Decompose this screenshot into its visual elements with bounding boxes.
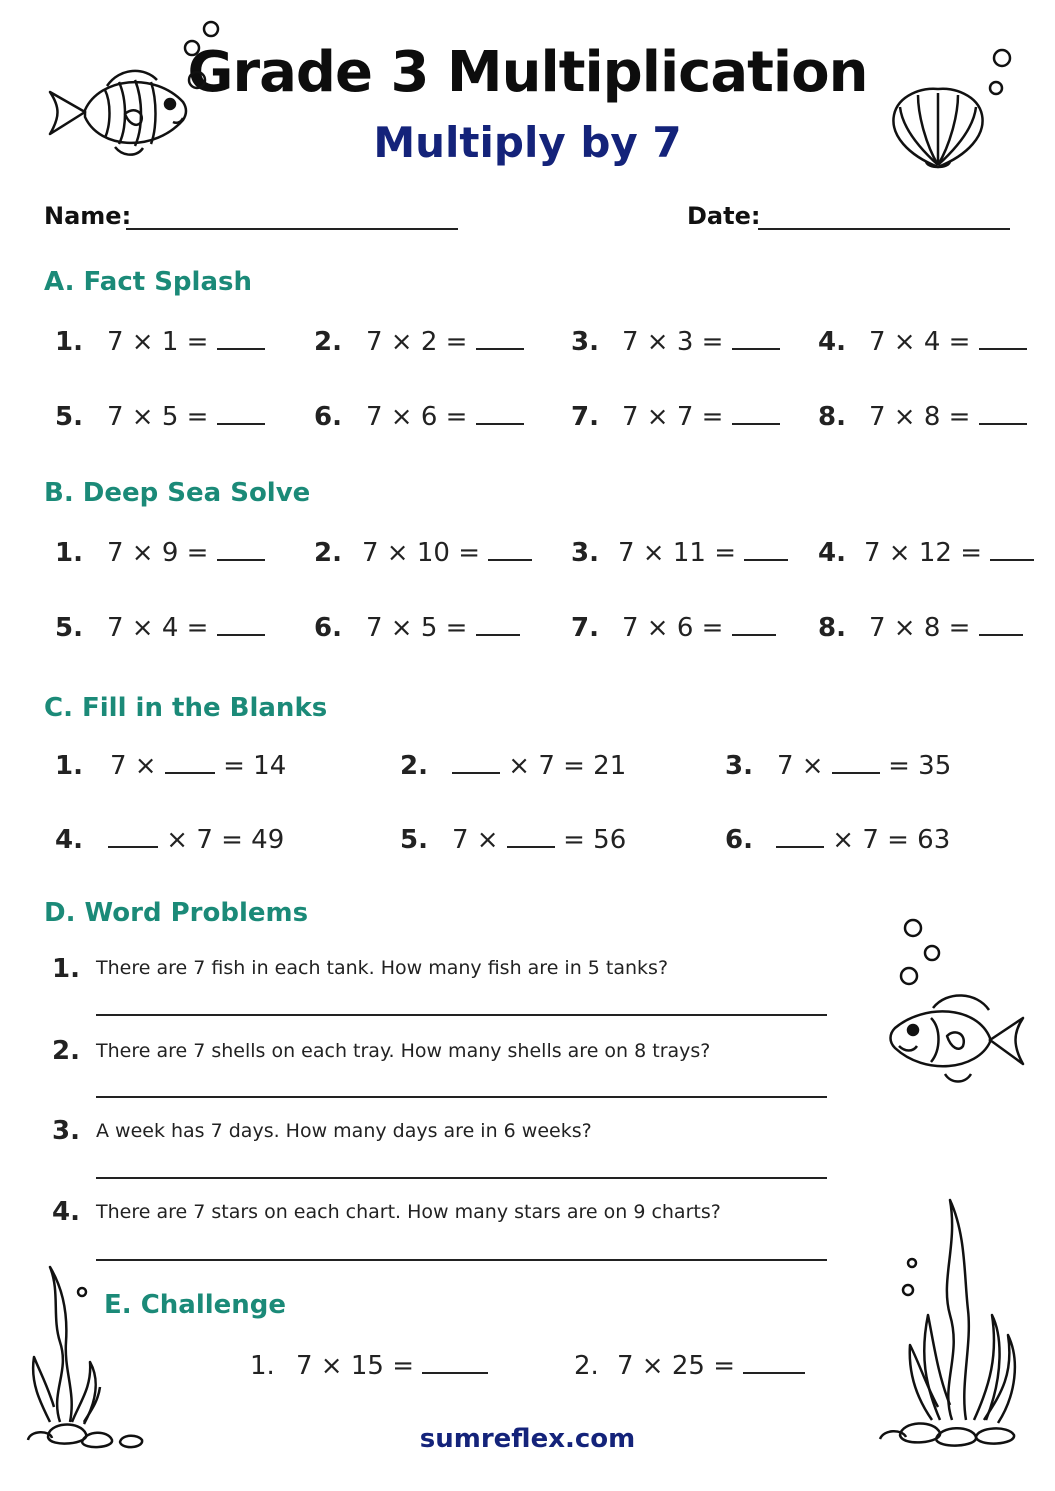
problem-equation: 7 × = 56 <box>452 825 627 855</box>
problem-number: 3. <box>52 1116 80 1146</box>
problem-equation: 7 × 25 = <box>617 1351 805 1381</box>
problem-number: 1. <box>250 1351 275 1381</box>
answer-blank[interactable] <box>217 614 265 636</box>
problem-number: 6. <box>314 402 342 432</box>
section-c-title: C. Fill in the Blanks <box>44 693 328 723</box>
problem-equation: 7 × 10 = <box>362 538 532 568</box>
problem-number: 6. <box>314 613 342 643</box>
problem-equation: 7 × 2 = <box>366 327 524 357</box>
problem-number: 1. <box>55 538 83 568</box>
answer-blank[interactable] <box>452 752 500 774</box>
answer-blank[interactable] <box>732 328 780 350</box>
problem-equation: 7 × 8 = <box>869 402 1027 432</box>
problem-number: 5. <box>55 613 83 643</box>
answer-blank[interactable] <box>979 328 1027 350</box>
problem-equation: × 7 = 21 <box>452 751 626 781</box>
section-d-title: D. Word Problems <box>44 898 309 928</box>
problem-equation: 7 × 1 = <box>107 327 265 357</box>
problem-equation: 7 × 8 = <box>869 613 1023 643</box>
problem-equation: 7 × 5 = <box>107 402 265 432</box>
problem-number: 8. <box>818 402 846 432</box>
problem-equation: 7 × 4 = <box>107 613 265 643</box>
word-problem-text: There are 7 shells on each tray. How many shells are on 8 trays? <box>96 1040 711 1062</box>
problem-number: 3. <box>725 751 753 781</box>
problem-number: 2. <box>574 1351 599 1381</box>
problem-number: 2. <box>400 751 428 781</box>
problem-number: 4. <box>55 825 83 855</box>
answer-blank[interactable] <box>979 403 1027 425</box>
fish-icon <box>885 988 1030 1088</box>
problem-number: 5. <box>55 402 83 432</box>
answer-blank[interactable] <box>476 403 524 425</box>
problem-equation: 7 × = 14 <box>110 751 287 781</box>
word-problem-text: A week has 7 days. How many days are in 6 weeks? <box>96 1120 592 1142</box>
problem-number: 1. <box>55 751 83 781</box>
answer-line[interactable] <box>96 1096 827 1098</box>
answer-blank[interactable] <box>743 1352 805 1374</box>
answer-blank[interactable] <box>422 1352 488 1374</box>
answer-blank[interactable] <box>476 328 524 350</box>
bubbles-icon <box>985 45 1020 105</box>
problem-equation: 7 × 7 = <box>622 402 780 432</box>
answer-blank[interactable] <box>832 752 880 774</box>
answer-line[interactable] <box>96 1014 827 1016</box>
name-field[interactable] <box>126 228 458 230</box>
problem-number: 4. <box>52 1197 80 1227</box>
problem-number: 1. <box>55 327 83 357</box>
problem-equation: 7 × 12 = <box>864 538 1034 568</box>
seaweed-icon <box>880 1195 1030 1455</box>
answer-blank[interactable] <box>507 826 555 848</box>
answer-blank[interactable] <box>732 614 776 636</box>
answer-line[interactable] <box>96 1177 827 1179</box>
problem-equation: 7 × 6 = <box>622 613 776 643</box>
page-title: Grade 3 Multiplication <box>187 40 868 105</box>
problem-equation: 7 × 6 = <box>366 402 524 432</box>
answer-blank[interactable] <box>217 539 265 561</box>
section-e-title: E. Challenge <box>104 1290 287 1320</box>
answer-blank[interactable] <box>488 539 532 561</box>
problem-number: 7. <box>571 402 599 432</box>
name-label: Name: <box>44 202 132 230</box>
bubbles-icon <box>180 18 225 98</box>
problem-number: 3. <box>571 538 599 568</box>
problem-equation: 7 × 11 = <box>618 538 788 568</box>
answer-blank[interactable] <box>744 539 788 561</box>
answer-blank[interactable] <box>217 328 265 350</box>
problem-number: 8. <box>818 613 846 643</box>
section-a-title: A. Fact Splash <box>44 267 252 297</box>
problem-number: 6. <box>725 825 753 855</box>
problem-number: 2. <box>52 1036 80 1066</box>
problem-number: 3. <box>571 327 599 357</box>
answer-line[interactable] <box>96 1259 827 1261</box>
answer-blank[interactable] <box>108 826 158 848</box>
word-problem-text: There are 7 stars on each chart. How many stars are on 9 charts? <box>96 1201 721 1223</box>
problem-equation: 7 × = 35 <box>777 751 952 781</box>
section-b-title: B. Deep Sea Solve <box>44 478 311 508</box>
problem-equation: 7 × 9 = <box>107 538 265 568</box>
problem-equation: × 7 = 49 <box>108 825 284 855</box>
date-field[interactable] <box>758 228 1010 230</box>
answer-blank[interactable] <box>217 403 265 425</box>
answer-blank[interactable] <box>776 826 824 848</box>
problem-number: 4. <box>818 538 846 568</box>
problem-number: 2. <box>314 327 342 357</box>
answer-blank[interactable] <box>990 539 1034 561</box>
date-label: Date: <box>687 202 761 230</box>
problem-equation: 7 × 3 = <box>622 327 780 357</box>
problem-equation: × 7 = 63 <box>776 825 950 855</box>
answer-blank[interactable] <box>476 614 520 636</box>
problem-number: 7. <box>571 613 599 643</box>
problem-equation: 7 × 4 = <box>869 327 1027 357</box>
problem-equation: 7 × 5 = <box>366 613 520 643</box>
answer-blank[interactable] <box>979 614 1023 636</box>
problem-number: 1. <box>52 954 80 984</box>
problem-equation: 7 × 15 = <box>296 1351 488 1381</box>
bubbles-icon <box>895 915 945 990</box>
fish-icon <box>45 62 190 162</box>
problem-number: 5. <box>400 825 428 855</box>
seashell-icon <box>888 85 988 175</box>
footer-site: sumreflex.com <box>419 1424 636 1454</box>
answer-blank[interactable] <box>165 752 215 774</box>
word-problem-text: There are 7 fish in each tank. How many fish are in 5 tanks? <box>96 957 669 979</box>
problem-number: 4. <box>818 327 846 357</box>
page-subtitle: Multiply by 7 <box>373 118 682 167</box>
problem-number: 2. <box>314 538 342 568</box>
answer-blank[interactable] <box>732 403 780 425</box>
